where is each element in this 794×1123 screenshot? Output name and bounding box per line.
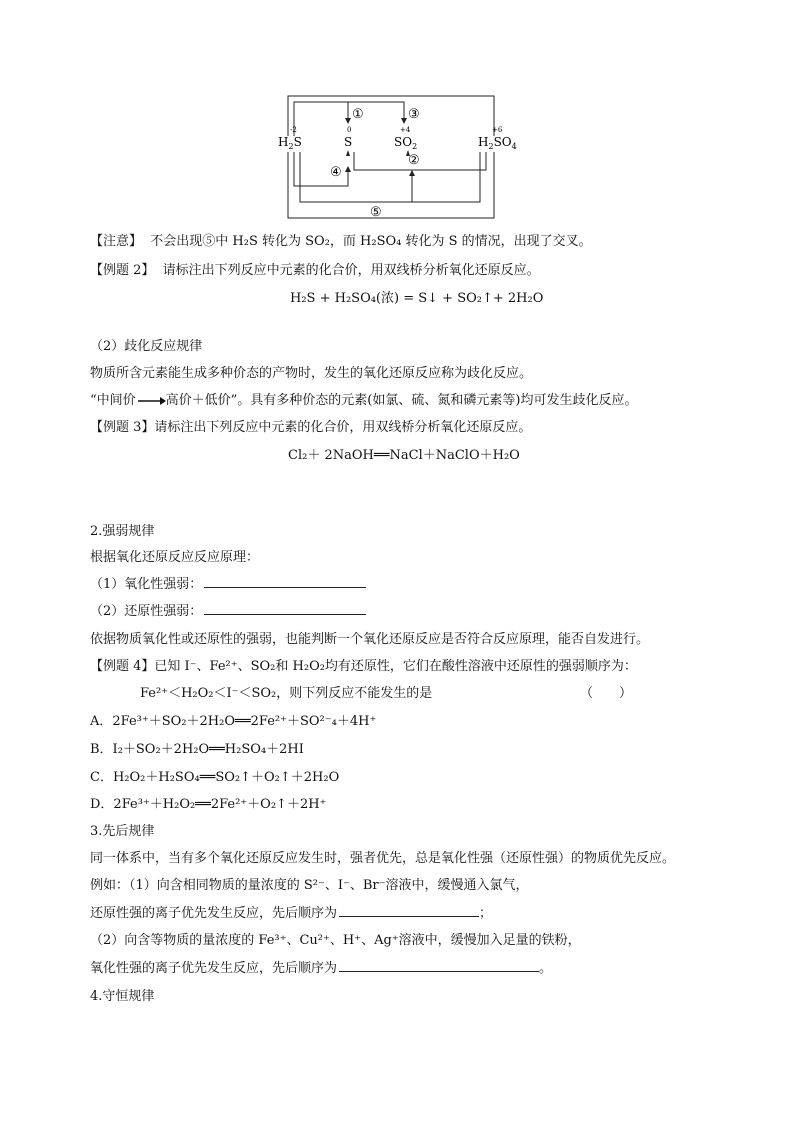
long-arrow-icon [136, 396, 166, 406]
ox-state-s: 0 [347, 126, 352, 134]
example4-label: 【例题 4】 [90, 659, 155, 674]
arrowhead-up-s [345, 166, 351, 172]
arrow-5-line-a [300, 152, 412, 202]
ox-state-so2: +4 [400, 126, 411, 134]
option-a[interactable]: A．2Fe³⁺＋SO₂＋2H₂O══2Fe²⁺＋SO²⁻₄＋4H⁺ [90, 714, 377, 729]
reducing-strength-blank[interactable] [204, 602, 366, 615]
conservation-title: 4.守恒规律 [90, 989, 155, 1004]
order-line3-text: 还原性强的离子优先发生反应，先后顺序为 [90, 906, 338, 921]
order-line1: 同一体系中，当有多个氧化还原反应发生时，强者优先，总是氧化性强（还原性强）的物质优先反应。 [90, 851, 676, 866]
example4-paren: （ ） [580, 686, 633, 701]
ox-state-h2so4: +6 [492, 126, 503, 134]
example3-text: 请标注出下列反应中元素的化合价，用双线桥分析氧化还原反应。 [154, 420, 532, 435]
disprop-line2 [90, 389, 637, 408]
example4-text: 已知 I⁻、Fe²⁺、SO₂和 H₂O₂均有还原性，它们在酸性溶液中还原性的强弱顺序为： [154, 659, 637, 674]
example2-line [90, 259, 540, 278]
strength-item2 [90, 600, 366, 619]
example3-equation: Cl₂＋ 2NaOH══NaCl＋NaClO＋H₂O [288, 448, 520, 463]
example2-text: 请标注出下列反应中元素的化合价，用双线桥分析氧化还原反应。 [162, 263, 540, 278]
order-title: 3.先后规律 [90, 824, 155, 839]
example4-line2: Fe²⁺＜H₂O₂＜I⁻＜SO₂，则下列反应不能发生的是 [140, 686, 433, 701]
species-s: S [344, 135, 353, 149]
arrowhead-down-so2 [401, 118, 407, 124]
marker-4: ④ [330, 165, 342, 180]
oxidizing-order-blank[interactable] [339, 959, 539, 972]
arrowhead-up-s-2 [346, 150, 350, 156]
marker-2: ② [408, 153, 420, 168]
example2-label: 【例题 2】 [90, 263, 155, 278]
order-line2: 例如：（1）向含相同物质的量浓度的 S²⁻、I⁻、Br⁻溶液中，缓慢通入氯气， [90, 878, 529, 893]
reducing-strength-label: （2）还原性强弱： [90, 604, 203, 619]
order-line5-end: 。 [539, 961, 553, 976]
reducing-order-blank[interactable] [339, 904, 479, 917]
species-h2s: $H_2S$ [278, 135, 302, 151]
strength-summary: 依据物质氧化性或还原性的强弱，也能判断一个氧化还原反应是否符合反应原理，能否自发进行。 [90, 632, 650, 647]
strength-title: 2.强弱规律 [90, 524, 155, 539]
option-c[interactable]: C．H₂O₂＋H₂SO₄══SO₂↑＋O₂↑＋2H₂O [90, 770, 340, 785]
outer-bottom-bracket [288, 152, 494, 218]
disprop-title: （2）歧化反应规律 [90, 339, 203, 354]
example3-label: 【例题 3】 [90, 420, 155, 435]
order-line5 [90, 957, 552, 976]
strength-item1 [90, 573, 366, 592]
marker-1: ① [352, 107, 364, 122]
disprop-line1: 物质所含元素能生成多种价态的产物时，发生的氧化还原反应称为歧化反应。 [90, 366, 533, 381]
strength-intro: 根据氧化还原反应反应原理： [90, 550, 260, 565]
arrowhead-down-s [345, 118, 351, 124]
marker-5: ⑤ [370, 205, 382, 220]
option-b[interactable]: B．I₂＋SO₂＋2H₂O══H₂SO₄＋2HI [90, 742, 304, 757]
arrowhead-up-so2 [409, 170, 415, 176]
marker-3: ③ [408, 107, 420, 122]
species-so2: $SO_2$ [394, 135, 418, 151]
order-line3 [90, 902, 492, 921]
example4-line [90, 655, 637, 674]
species-h2so4: $H_2SO_4$ [478, 135, 517, 151]
note-label: 【注意】 [90, 234, 143, 249]
arrow-1-line [294, 102, 348, 136]
arrow-5-line-b [412, 152, 480, 202]
valence-conversion-diagram [270, 92, 530, 222]
oxidizing-strength-blank[interactable] [204, 575, 366, 588]
order-line3-end: ； [479, 906, 493, 921]
order-line5-text: 氧化性强的离子优先发生反应，先后顺序为 [90, 961, 338, 976]
note-text: 不会出现⑤中 H₂S 转化为 SO₂，而 H₂SO₄ 转化为 S 的情况，出现了交叉。 [150, 234, 592, 249]
example3-line [90, 416, 531, 435]
example2-equation: H₂S + H₂SO₄(浓) = S↓ + SO₂↑+ 2H₂O [290, 291, 544, 306]
disprop-line2-b: 高价＋低价”。具有多种价态的元素(如氯、硫、氮和磷元素等)均可发生歧化反应。 [165, 393, 638, 408]
oxidizing-strength-label: （1）氧化性强弱： [90, 577, 203, 592]
disprop-line2-a: “中间价 [90, 393, 136, 408]
ox-state-h2s: -2 [290, 126, 297, 134]
option-d[interactable]: D．2Fe³⁺＋H₂O₂══2Fe²⁺＋O₂↑＋2H⁺ [90, 797, 327, 812]
arrow-2-line [354, 152, 486, 170]
order-line4: （2）向含等物质的量浓度的 Fe³⁺、Cu²⁺、H⁺、Ag⁺溶液中，缓慢加入足量的铁粉， [90, 933, 581, 948]
note-line [90, 230, 592, 249]
